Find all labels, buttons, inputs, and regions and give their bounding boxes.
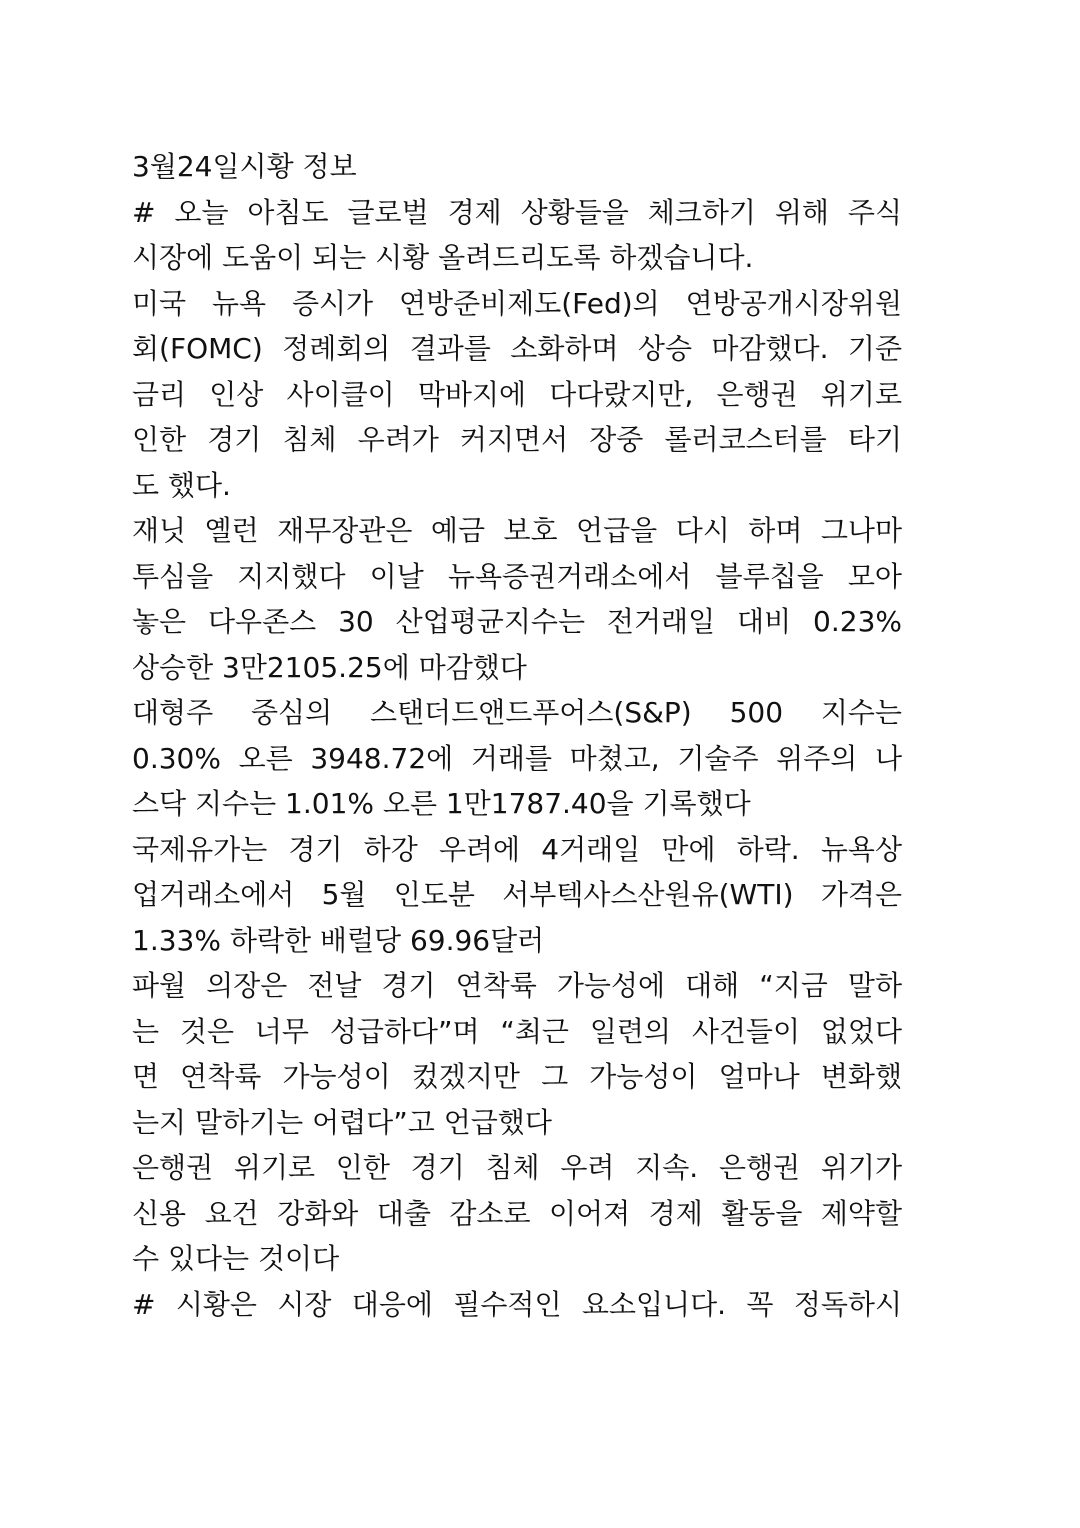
- text-line: 는지 말하기는 어렵다”고 언급했다: [132, 1105, 552, 1139]
- text-line: 금리 인상 사이클이 막바지에 다다랐지만, 은행권 위기로: [132, 377, 902, 411]
- text-line: 면 연착륙 가능성이 컸겠지만 그 가능성이 얼마나 변화했: [132, 1060, 902, 1093]
- text-line: 대형주 중심의 스탠더드앤드푸어스(S&P) 500 지수는: [132, 696, 902, 729]
- text-line: 국제유가는 경기 하강 우려에 4거래일 만에 하락. 뉴욕상: [132, 832, 902, 866]
- text-line: 스닥 지수는 1.01% 오른 1만1787.40을 기록했다: [132, 787, 751, 820]
- text-line: 미국 뉴욕 증시가 연방준비제도(Fed)의 연방공개시장위원: [132, 286, 902, 320]
- text-line: 회(FOMC) 정례회의 결과를 소화하며 상승 마감했다. 기준: [132, 332, 902, 365]
- text-line: # 오늘 아침도 글로벌 경제 상황들을 체크하기 위해 주식: [132, 195, 902, 229]
- text-line: 인한 경기 침체 우려가 커지면서 장중 롤러코스터를 타기: [132, 423, 902, 456]
- text-line: 업거래소에서 5월 인도분 서부텍사스산원유(WTI) 가격은: [132, 878, 902, 911]
- text-line: 1.33% 하락한 배럴당 69.96달러: [132, 923, 545, 957]
- text-line: 수 있다는 것이다: [132, 1242, 340, 1275]
- text-line: 재닛 옐런 재무장관은 예금 보호 언급을 다시 하며 그나마: [132, 514, 902, 547]
- text-line: # 시황은 시장 대응에 필수적인 요소입니다. 꼭 정독하시: [132, 1287, 902, 1321]
- text-line: 투심을 지지했다 이날 뉴욕증권거래소에서 블루칩을 모아: [132, 559, 902, 593]
- text-line: 상승한 3만2105.25에 마감했다: [132, 650, 527, 684]
- text-line: 신용 요건 강화와 대출 감소로 이어져 경제 활동을 제약할: [132, 1196, 902, 1230]
- text-line: 는 것은 너무 성급하다”며 “최근 일련의 사건들이 없었다: [132, 1014, 902, 1048]
- text-line: 도 했다.: [132, 468, 231, 502]
- text-line: 은행권 위기로 인한 경기 침체 우려 지속. 은행권 위기가: [132, 1151, 902, 1184]
- document-body: [132, 144, 902, 1327]
- document-title: 3월24일시황 정보: [132, 150, 357, 183]
- text-line: 시장에 도움이 되는 시황 올려드리도록 하겠습니다.: [132, 241, 754, 274]
- text-line: 놓은 다우존스 30 산업평균지수는 전거래일 대비 0.23%: [132, 605, 902, 638]
- text-line: 0.30% 오른 3948.72에 거래를 마쳤고, 기술주 위주의 나: [132, 741, 902, 775]
- text-line: 파월 의장은 전날 경기 연착륙 가능성에 대해 “지금 말하: [132, 969, 902, 1002]
